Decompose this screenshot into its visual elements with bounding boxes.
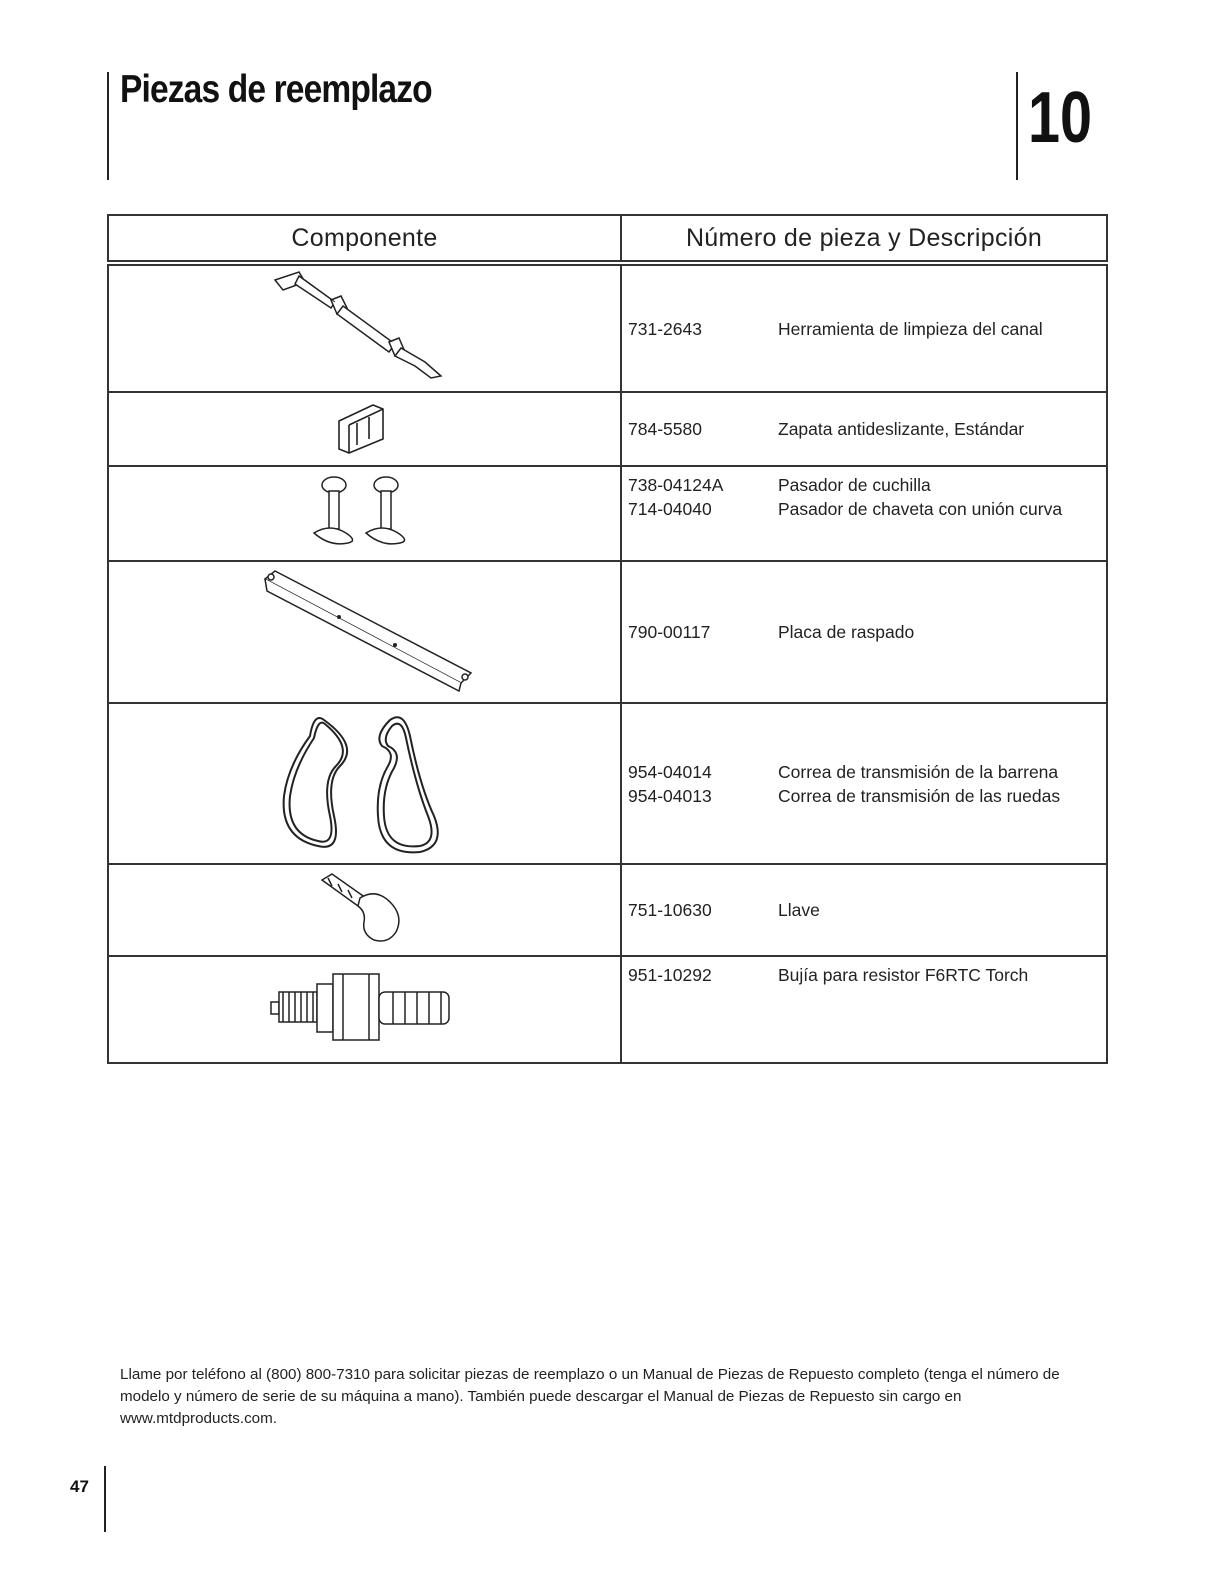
ignition-key-icon — [310, 868, 420, 948]
part-cell — [621, 956, 1107, 1063]
table-header-row — [108, 215, 1107, 263]
part-description: Zapata antideslizante, Estándar — [778, 419, 1025, 439]
part-number: 784-5580 — [628, 419, 702, 439]
drive-belts-icon — [270, 706, 460, 856]
part-description: Placa de raspado — [778, 622, 915, 642]
footer-note: Llame por teléfono al (800) 800-7310 para solicitar piezas de reemplazo o un Manual de Piezas de Repuesto completo (tenga el número de modelo y número de serie de su máquina a mano). También puede descargar el Manual de Piezas de Repuesto sin cargo en www.mtdproducts.com. — [120, 1366, 1060, 1427]
part-cell — [621, 864, 1107, 956]
part-description: Herramienta de limpieza del canal — [778, 318, 1043, 339]
part-line — [628, 317, 1106, 341]
part-line — [628, 497, 1106, 521]
component-cell — [108, 263, 621, 392]
part-description: Correa de transmisión de las ruedas — [778, 785, 1061, 806]
page-number-rule — [104, 1466, 106, 1532]
page-number: 47 — [70, 1477, 89, 1496]
part-number: 738-04124A — [628, 475, 724, 495]
chute-clean-out-tool-icon — [255, 266, 475, 386]
part-description: Pasador de cuchilla — [778, 475, 931, 495]
part-description: Llave — [778, 900, 820, 920]
shear-pin-icon — [300, 471, 430, 551]
part-number: 954-04013 — [628, 785, 712, 806]
component-cell — [108, 956, 621, 1063]
chapter-number: 10 — [1028, 78, 1093, 158]
parts-table — [107, 214, 1108, 1064]
component-cell — [108, 561, 621, 703]
skid-shoe-icon — [325, 395, 405, 459]
part-line — [628, 760, 1106, 784]
part-number: 751-10630 — [628, 900, 712, 920]
part-description: Bujía para resistor F6RTC Torch — [778, 965, 1029, 985]
column-header-component: Componente — [108, 215, 621, 263]
part-number: 954-04014 — [628, 761, 712, 782]
part-number: 951-10292 — [628, 965, 712, 985]
column-header-part: Número de pieza y Descripción — [621, 215, 1107, 263]
table-row — [108, 263, 1107, 392]
component-cell — [108, 392, 621, 466]
page-title: Piezas de reemplazo — [120, 68, 432, 111]
table-row — [108, 561, 1107, 703]
part-line — [628, 898, 1106, 922]
table-row — [108, 956, 1107, 1063]
part-line — [628, 784, 1106, 808]
part-cell — [621, 263, 1107, 392]
part-number: 790-00117 — [628, 622, 711, 642]
part-number: 731-2643 — [628, 318, 702, 339]
table-row — [108, 703, 1107, 864]
chapter-rule — [1016, 72, 1018, 180]
part-cell — [621, 561, 1107, 703]
scraper-bar-icon — [245, 565, 485, 695]
table-row — [108, 864, 1107, 956]
part-number: 714-04040 — [628, 499, 712, 519]
component-cell — [108, 466, 621, 561]
part-line — [628, 963, 1106, 987]
part-cell — [621, 466, 1107, 561]
part-line — [628, 473, 1106, 497]
component-cell — [108, 864, 621, 956]
part-cell — [621, 392, 1107, 466]
table-row — [108, 392, 1107, 466]
component-cell — [108, 703, 621, 864]
table-row — [108, 466, 1107, 561]
part-line — [628, 620, 1106, 644]
part-cell — [621, 703, 1107, 864]
part-description: Pasador de chaveta con unión curva — [778, 499, 1063, 519]
part-line — [628, 417, 1106, 441]
title-rule — [107, 72, 109, 180]
part-description: Correa de transmisión de la barrena — [778, 761, 1059, 782]
spark-plug-icon — [265, 962, 465, 1052]
